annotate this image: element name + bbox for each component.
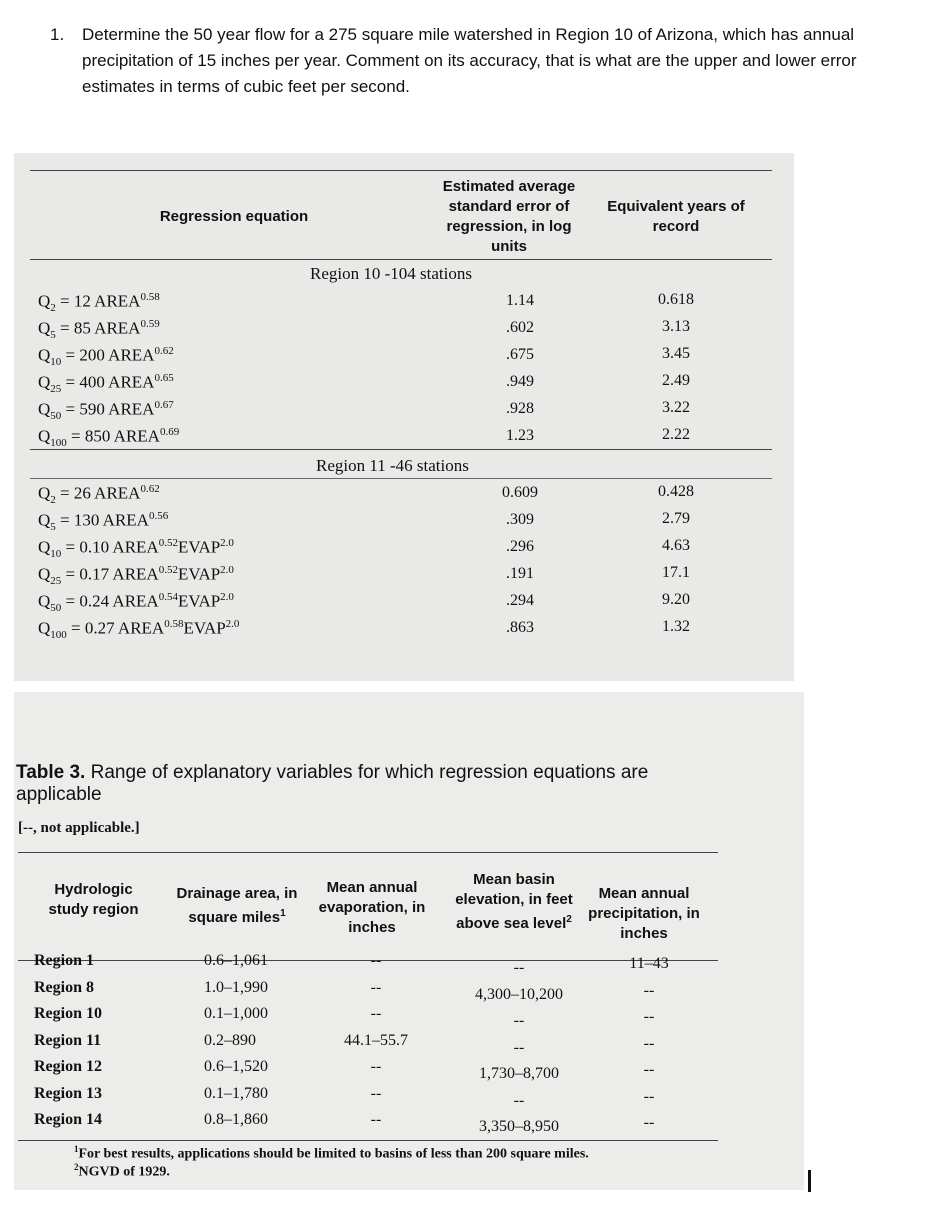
equivalent-years-value: 3.13 — [662, 318, 690, 335]
standard-error-value: .602 — [506, 319, 534, 336]
q-symbol: Q — [38, 372, 51, 392]
table-rule-region11-below — [30, 478, 772, 479]
equals-sign: = — [61, 345, 80, 365]
area-exponent: 0.62 — [140, 483, 160, 495]
standard-error-value: 0.609 — [502, 484, 538, 501]
table3-rule-bottom — [18, 1140, 718, 1141]
regression-equation — [38, 510, 168, 533]
area-term: AREA — [90, 318, 141, 338]
q-subscript: 25 — [50, 383, 62, 396]
table3-rule-top — [18, 852, 718, 853]
text-cursor — [808, 1170, 811, 1192]
elevation-cell: 4,300–10,200 — [475, 985, 563, 1003]
coefficient: 85 — [73, 318, 91, 338]
evap-term: EVAP — [177, 591, 221, 611]
q-subscript: 50 — [50, 410, 62, 423]
header-evaporation: Mean annual evaporation, in inches — [318, 879, 426, 936]
area-term: AREA — [109, 537, 159, 557]
table3-title — [16, 762, 716, 806]
evap-term: EVAP — [177, 564, 221, 584]
equals-sign: = — [66, 618, 85, 638]
elevation-cell: 3,350–8,950 — [479, 1118, 559, 1135]
drainage-area-cell: 0.1–1,780 — [204, 1084, 268, 1102]
equivalent-years-value: 0.618 — [658, 291, 694, 308]
coefficient: 400 — [79, 372, 105, 392]
coefficient: 0.17 — [79, 564, 110, 584]
q-symbol: Q — [38, 537, 51, 557]
standard-error-value: .294 — [506, 592, 534, 609]
elevation-cell: -- — [513, 959, 525, 976]
equivalent-years-value: 1.32 — [662, 618, 690, 635]
area-term: AREA — [104, 345, 155, 365]
q-subscript: 5 — [50, 329, 56, 342]
elevation-cell: -- — [513, 1038, 525, 1056]
equals-sign: = — [55, 318, 74, 338]
equals-sign: = — [61, 399, 80, 419]
header-study-region: Hydrologic study region — [48, 881, 139, 918]
study-region-cell: Region 12 — [34, 1058, 102, 1075]
regression-equation — [38, 618, 239, 641]
area-term: AREA — [90, 291, 141, 311]
evaporation-cell: -- — [370, 1111, 382, 1128]
area-term: AREA — [104, 372, 155, 392]
q-symbol: Q — [38, 564, 51, 584]
equivalent-years-value: 17.1 — [662, 564, 690, 581]
standard-error-value: .296 — [506, 538, 534, 555]
study-region-cell: Region 1 — [34, 952, 94, 969]
area-term: AREA — [109, 564, 159, 584]
area-exponent: 0.56 — [148, 510, 169, 522]
equals-sign: = — [55, 291, 74, 311]
regression-table-image — [14, 153, 794, 681]
question-text: Determine the 50 year flow for a 275 square mile watershed in Region 10 of Arizona, which has annual precipitation of 15 inches per year. Comment on its accuracy, that is what are the upper and lower error estimates in terms of cubic feet per second. — [82, 25, 857, 96]
coefficient: 26 — [73, 483, 91, 503]
evap-exponent: 2.0 — [220, 564, 234, 576]
coefficient: 130 — [73, 510, 100, 530]
standard-error-value: .675 — [506, 346, 534, 363]
area-exponent: 0.62 — [154, 345, 174, 357]
q-symbol: Q — [38, 510, 51, 530]
study-region-cell: Region 8 — [34, 978, 94, 996]
evaporation-cell: -- — [370, 1084, 382, 1102]
area-term: AREA — [104, 399, 155, 419]
precipitation-cell: -- — [643, 1061, 655, 1078]
area-term: AREA — [99, 510, 149, 530]
area-exponent: 0.54 — [158, 591, 178, 603]
q-symbol: Q — [38, 318, 51, 338]
equivalent-years-value: 3.22 — [662, 399, 690, 416]
regression-equation — [38, 399, 174, 422]
elevation-cell: 1,730–8,700 — [479, 1065, 559, 1082]
drainage-area-cell: 0.1–1,000 — [204, 1005, 268, 1022]
regression-equation — [38, 291, 160, 314]
q-subscript: 10 — [50, 356, 62, 369]
precipitation-cell: -- — [643, 1008, 655, 1025]
study-region-cell: Region 14 — [34, 1111, 102, 1128]
area-exponent: 0.58 — [140, 291, 160, 303]
evaporation-cell: -- — [370, 1005, 382, 1022]
precipitation-cell: -- — [643, 981, 655, 999]
coefficient: 0.10 — [79, 537, 110, 557]
equivalent-years-value: 2.79 — [662, 510, 690, 527]
q-subscript: 100 — [50, 629, 67, 642]
equals-sign: = — [61, 372, 80, 392]
table-rule-header — [30, 259, 772, 260]
regression-equation — [38, 483, 160, 506]
equivalent-years-value: 2.49 — [662, 372, 690, 389]
area-exponent: 0.65 — [154, 372, 174, 384]
area-exponent: 0.52 — [158, 564, 178, 576]
area-exponent: 0.67 — [154, 399, 174, 411]
study-region-cell: Region 10 — [34, 1005, 102, 1022]
standard-error-value: .309 — [506, 511, 534, 528]
study-region-cell: Region 13 — [34, 1084, 102, 1102]
standard-error-value: .928 — [506, 400, 534, 417]
evap-exponent: 2.0 — [220, 591, 234, 603]
drainage-area-cell: 0.8–1,860 — [204, 1111, 268, 1128]
region11-title: Region 11 -46 stations — [316, 456, 469, 475]
equivalent-years-value: 3.45 — [662, 345, 690, 362]
evaporation-cell: -- — [370, 1058, 382, 1075]
header-elevation: Mean basin elevation, in feet above sea level$^2$ — [455, 871, 573, 932]
regression-equation — [38, 318, 160, 341]
area-term: AREA — [109, 591, 159, 611]
equivalent-years-value: 9.20 — [662, 591, 690, 608]
region10-title: Region 10 -104 stations — [310, 264, 472, 283]
table3-title-text: Range of explanatory variables for which regression equations are applicable — [16, 762, 649, 805]
header-standard-error: Estimated average standard error of regression, in log units — [442, 178, 576, 255]
evaporation-cell: -- — [370, 952, 382, 969]
equals-sign: = — [55, 510, 74, 530]
coefficient: 850 — [84, 426, 111, 446]
equivalent-years-value: 2.22 — [662, 426, 690, 443]
evaporation-cell: -- — [370, 978, 382, 996]
coefficient: 12 — [73, 291, 91, 311]
evap-term: EVAP — [177, 537, 221, 557]
q-subscript: 2 — [50, 302, 56, 315]
evap-term: EVAP — [183, 618, 226, 638]
standard-error-value: 1.14 — [506, 292, 534, 309]
q-symbol: Q — [38, 291, 51, 311]
area-exponent: 0.52 — [158, 537, 178, 549]
equals-sign: = — [61, 564, 80, 584]
q-subscript: 50 — [50, 602, 62, 615]
drainage-area-cell: 0.6–1,520 — [204, 1058, 268, 1075]
q-symbol: Q — [38, 483, 51, 503]
area-term: AREA — [114, 618, 165, 638]
precipitation-cell: 11–43 — [629, 955, 669, 972]
table-rule-top — [30, 170, 772, 171]
q-symbol: Q — [38, 618, 51, 638]
regression-equation — [38, 591, 234, 614]
q-symbol: Q — [38, 345, 51, 365]
regression-equation — [38, 372, 174, 395]
regression-equation — [38, 345, 174, 368]
drainage-area-cell: 0.6–1,061 — [204, 952, 268, 969]
q-subscript: 100 — [50, 437, 67, 450]
table3-note: [--, not applicable.] — [18, 820, 140, 836]
table3-title-label: Table 3. — [16, 762, 86, 783]
q-subscript: 5 — [50, 521, 56, 534]
standard-error-value: .863 — [506, 619, 534, 636]
footnote-2: $^2$NGVD of 1929. — [74, 1162, 170, 1180]
header-equivalent-years: Equivalent years of record — [607, 198, 745, 235]
equals-sign: = — [55, 483, 74, 503]
q-symbol: Q — [38, 426, 51, 446]
evaporation-cell: 44.1–55.7 — [344, 1031, 408, 1049]
standard-error-value: .191 — [506, 565, 534, 582]
study-region-cell: Region 11 — [34, 1031, 102, 1049]
q-subscript: 2 — [50, 494, 56, 507]
q-symbol: Q — [38, 399, 51, 419]
area-term: AREA — [90, 483, 141, 503]
equals-sign: = — [61, 591, 80, 611]
standard-error-value: .949 — [506, 373, 534, 390]
elevation-cell: -- — [513, 1091, 525, 1109]
q-subscript: 10 — [50, 548, 62, 561]
precipitation-cell: -- — [643, 1114, 655, 1131]
coefficient: 590 — [79, 399, 105, 419]
elevation-cell: -- — [513, 1012, 525, 1029]
footnote-1: $^1$For best results, applications should be limited to basins of less than 200 square miles. — [74, 1144, 589, 1162]
equivalent-years-value: 4.63 — [662, 537, 690, 554]
evap-exponent: 2.0 — [225, 618, 240, 630]
area-term: AREA — [110, 426, 160, 446]
q-subscript: 25 — [50, 575, 62, 588]
drainage-area-cell: 0.2–890 — [204, 1031, 256, 1049]
header-drainage-area: Drainage area, in square miles$^1$ — [176, 885, 298, 926]
standard-error-value: 1.23 — [506, 427, 534, 444]
question-number: 1. — [50, 25, 65, 44]
equivalent-years-value: 0.428 — [658, 483, 694, 500]
equals-sign: = — [66, 426, 85, 446]
area-exponent: 0.58 — [164, 618, 184, 630]
area-exponent: 0.59 — [140, 318, 160, 330]
evap-exponent: 2.0 — [220, 537, 234, 549]
header-regression-equation: Regression equation — [159, 208, 309, 225]
regression-equation — [38, 426, 179, 449]
equals-sign: = — [61, 537, 80, 557]
drainage-area-cell: 1.0–1,990 — [204, 978, 268, 996]
regression-equation — [38, 537, 234, 560]
header-precipitation: Mean annual precipitation, in inches — [588, 885, 700, 942]
area-exponent: 0.69 — [159, 426, 180, 438]
precipitation-cell: -- — [643, 1034, 655, 1052]
coefficient: 200 — [79, 345, 105, 365]
table-rule-region11 — [30, 449, 772, 450]
table3-image — [14, 692, 804, 1190]
coefficient: 0.27 — [84, 618, 115, 638]
q-symbol: Q — [38, 591, 51, 611]
regression-equation — [38, 564, 234, 587]
coefficient: 0.24 — [79, 591, 110, 611]
precipitation-cell: -- — [643, 1087, 655, 1105]
